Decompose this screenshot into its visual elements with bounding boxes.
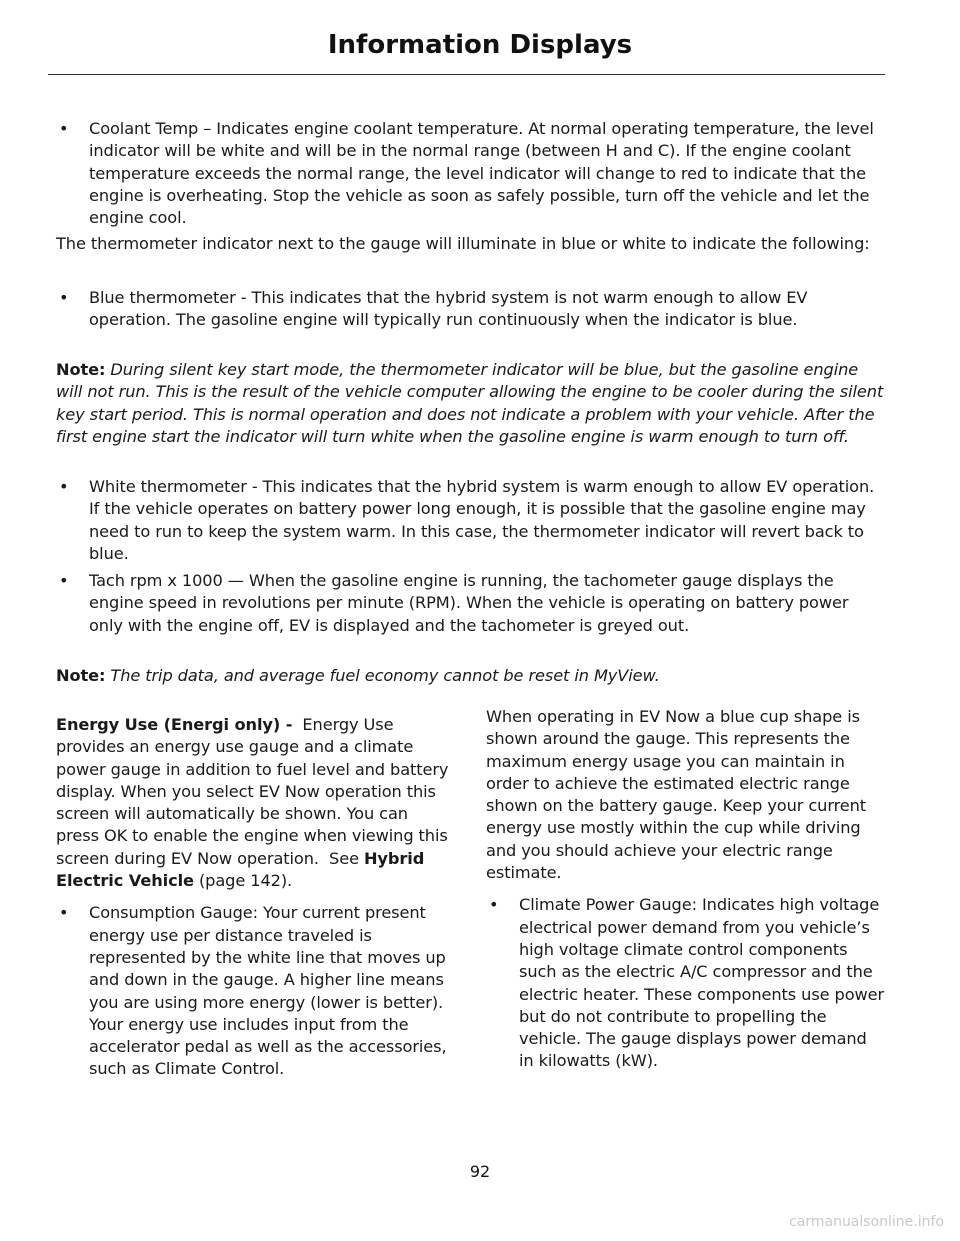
consumption-gauge-bullet <box>56 902 452 1080</box>
note-label: Note: <box>56 666 106 685</box>
white-thermometer-bullet <box>56 476 886 565</box>
white-thermometer-text: White thermometer - This indicates that the hybrid system is warm enough to allow EV operation. If the vehicle operates on battery power long enough, it is possible that the gasoline engine may need to run to keep the system warm. In this case, the thermometer indicator will revert back to blue. <box>89 477 875 563</box>
bullet-marker: • <box>489 895 499 915</box>
note-text: The trip data, and average fuel economy cannot be reset in MyView. <box>110 666 660 685</box>
page-reference: (page 142). <box>198 871 293 891</box>
left-column <box>56 714 452 1081</box>
page-number: 92 <box>469 1162 491 1181</box>
energy-use-text: Energy Use provides an energy use gauge and a climate power gauge in addition to fuel level and battery display. When you select EV Now operation this screen will automatically be shown. You can press OK to enable the engine when viewing this screen during EV Now operation. <box>56 715 449 868</box>
ev-now-paragraph: When operating in EV Now a blue cup shape is shown around the gauge. This represents the maximum energy usage you can maintain in order to achieve the estimated electric range shown on the battery gauge. Keep your current energy use mostly within the cup while driving and you should achieve your electric range estimate. <box>486 707 867 883</box>
see-text: See <box>329 848 359 868</box>
thermometer-intro-text: The thermometer indicator next to the gauge will illuminate in blue or white to indicate the following: <box>56 234 870 253</box>
coolant-text: Coolant Temp – Indicates engine coolant temperature. At normal operating temperature, the level indicator will be white and will be in the normal range (between H and C). If the engine coolant temperature exceeds the normal range, the level indicator will change to red to indicate that the engine is overheating. Stop the vehicle as soon as safely possible, turn off the vehicle and let the engine cool. <box>89 119 874 228</box>
note-text: During silent key start mode, the thermometer indicator will be blue, but the gasoline engine will not run. This is the result of the vehicle computer allowing the engine to be cooler during the silent key start period. This is normal operation and does not indicate a problem with your vehicle. After the first engine start the indicator will turn white when the gasoline engine is warm enough to turn off. <box>56 360 884 446</box>
note-silent-key <box>56 359 886 448</box>
climate-power-text: Climate Power Gauge: Indicates high voltage electrical power demand from you vehicle’s high voltage climate control components such as the electric A/C compressor and the electric heater. These components use power but do not contribute to propelling the vehicle. The gauge displays power demand in kilowatts (kW). <box>519 895 885 1071</box>
tach-text: Tach rpm x 1000 — When the gasoline engine is running, the tachometer gauge displays the engine speed in revolutions per minute (RPM). When the vehicle is operating on battery power only with the engine off, EV is displayed and the tachometer is greyed out. <box>89 571 849 635</box>
energy-use-heading: Energy Use (Energi only) - <box>56 715 293 734</box>
bullet-marker: • <box>59 477 69 496</box>
right-column <box>486 706 886 1073</box>
hybrid-electric-vehicle-link[interactable]: Hybrid Electric Vehicle <box>56 848 425 891</box>
coolant-bullet <box>56 118 886 229</box>
thermometer-intro <box>56 233 886 255</box>
note-label: Note: <box>56 360 106 379</box>
note-trip-data <box>56 665 886 687</box>
tach-bullet <box>56 570 886 637</box>
bullet-marker: • <box>59 119 69 138</box>
blue-thermometer-text: Blue thermometer - This indicates that the hybrid system is not warm enough to allow EV operation. The gasoline engine will typically run continuously when the indicator is blue. <box>89 288 808 330</box>
blue-thermometer-bullet <box>56 287 886 332</box>
consumption-gauge-text: Consumption Gauge: Your current present energy use per distance traveled is represented by the white line that moves up and down in the gauge. A higher line means you are using more energy (lower is better). Your energy use includes input from the accelerator pedal as well as the accessories, such as Climate Control. <box>89 903 447 1079</box>
watermark: carmanualsonline.info <box>789 1214 944 1230</box>
page-title: Information Displays <box>327 30 633 60</box>
header-divider <box>48 74 885 75</box>
bullet-marker: • <box>59 903 69 923</box>
energy-use-paragraph <box>56 714 452 892</box>
climate-power-bullet <box>486 894 886 1072</box>
bullet-marker: • <box>59 288 69 307</box>
bullet-marker: • <box>59 571 69 590</box>
